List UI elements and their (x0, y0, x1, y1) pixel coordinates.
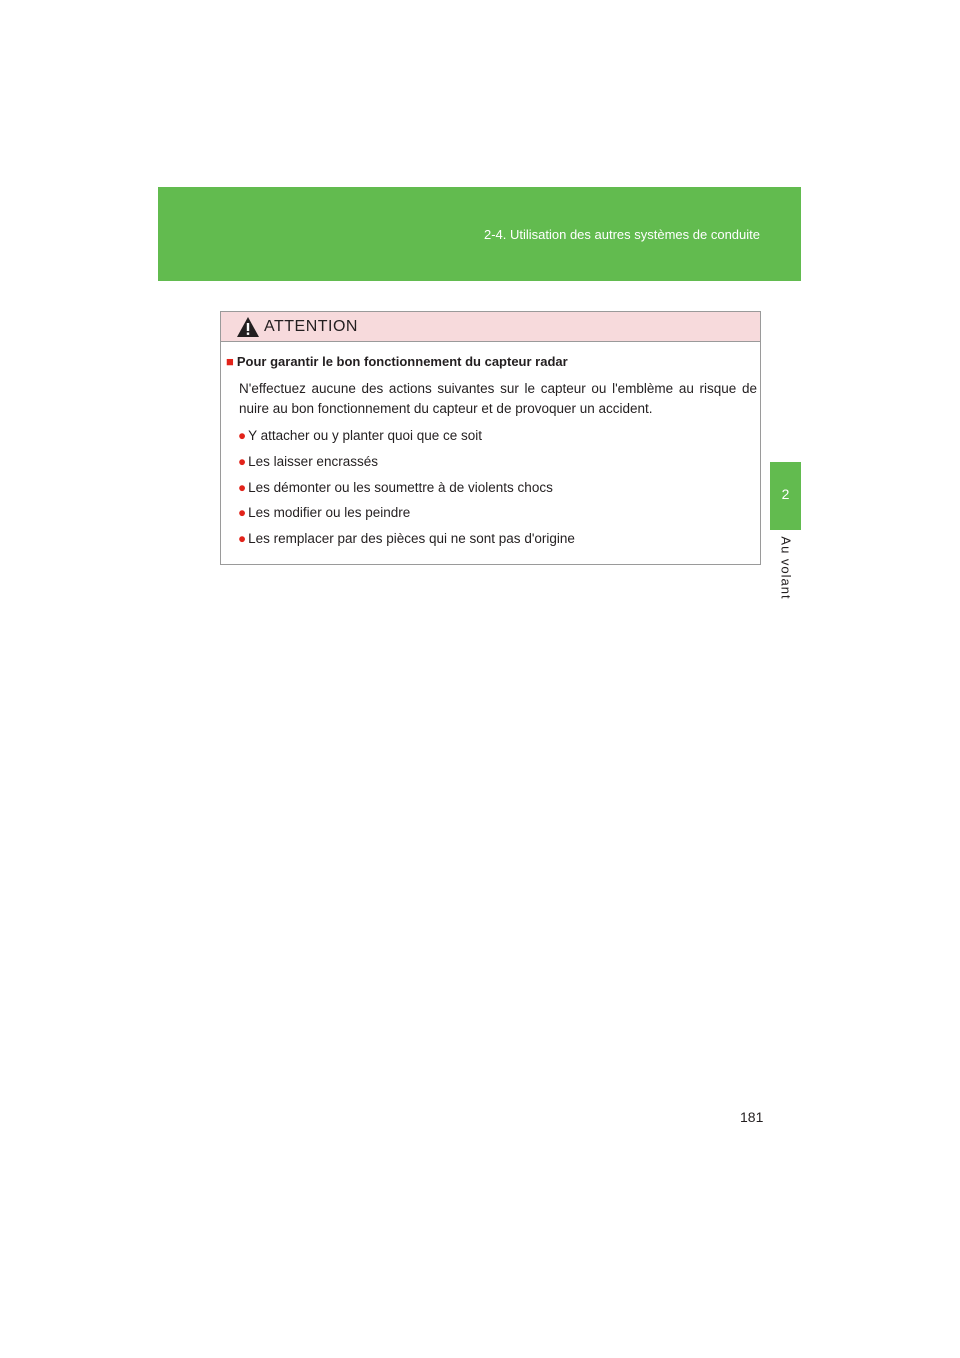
list-item (238, 505, 410, 520)
list-item (238, 428, 482, 443)
warning-section-heading (226, 354, 568, 369)
bullet-icon: ● (238, 428, 247, 443)
list-item (238, 480, 553, 495)
list-item-text: Les remplacer par des pièces qui ne sont pas d'origine (248, 531, 575, 546)
chapter-label: Au volant (778, 536, 794, 600)
section-title: 2-4. Utilisation des autres systèmes de conduite (483, 227, 760, 242)
bullet-icon: ● (238, 505, 247, 520)
list-item-text: Les laisser encrassés (248, 454, 378, 469)
bullet-icon: ● (238, 531, 247, 546)
warning-intro-text: N'effectuez aucune des actions suivantes sur le capteur ou l'emblème au risque de nuire au bon fonctionnement du capteur et de provoquer un accident. (239, 381, 757, 416)
warning-triangle-icon (236, 316, 260, 338)
chapter-number: 2 (781, 486, 790, 502)
page-number: 181 (740, 1109, 764, 1125)
bullet-icon: ● (238, 480, 247, 495)
warning-header (221, 312, 760, 342)
list-item-text: Les modifier ou les peindre (248, 505, 411, 520)
list-item (238, 454, 378, 469)
warning-box (220, 311, 761, 565)
section-heading-text: Pour garantir le bon fonctionnement du capteur radar (236, 354, 568, 369)
section-header-band (158, 187, 801, 281)
list-item-text: Les démonter ou les soumettre à de violents chocs (248, 480, 553, 495)
section-marker-icon: ■ (226, 354, 234, 369)
list-item (238, 531, 575, 546)
list-item-text: Y attacher ou y planter quoi que ce soit (248, 428, 483, 443)
warning-title: ATTENTION (264, 318, 358, 335)
chapter-tab (770, 462, 801, 530)
bullet-icon: ● (238, 454, 247, 469)
